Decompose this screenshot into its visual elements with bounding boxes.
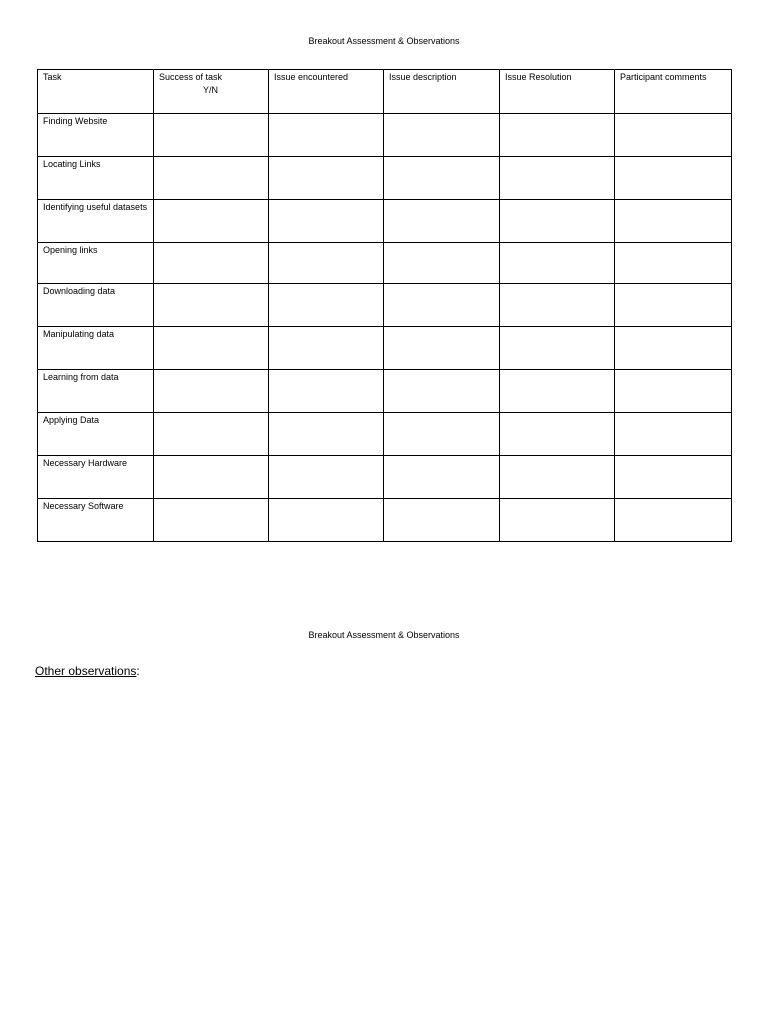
empty-entry-cell bbox=[500, 243, 615, 284]
table-row bbox=[38, 413, 732, 456]
empty-entry-cell bbox=[615, 370, 732, 413]
empty-entry-cell bbox=[384, 499, 500, 542]
task-label: Downloading data bbox=[43, 286, 116, 296]
other-observations-label: Other observations bbox=[35, 664, 137, 678]
empty-entry-cell bbox=[269, 327, 384, 370]
empty-entry-cell bbox=[384, 284, 500, 327]
empty-entry-cell bbox=[615, 114, 732, 157]
task-label: Applying Data bbox=[43, 415, 100, 425]
empty-entry-cell bbox=[384, 114, 500, 157]
empty-entry-cell bbox=[269, 114, 384, 157]
empty-entry-cell bbox=[269, 243, 384, 284]
empty-entry-cell bbox=[500, 499, 615, 542]
column-header-success bbox=[154, 70, 269, 114]
empty-entry-cell bbox=[500, 157, 615, 200]
empty-entry-cell bbox=[384, 413, 500, 456]
task-label: Opening links bbox=[43, 245, 98, 255]
task-label: Necessary Software bbox=[43, 501, 124, 511]
column-header-sublabel: Y/N bbox=[203, 85, 219, 95]
empty-entry-cell bbox=[154, 327, 269, 370]
empty-entry-cell bbox=[154, 456, 269, 499]
task-cell bbox=[38, 370, 154, 413]
empty-entry-cell bbox=[500, 370, 615, 413]
empty-entry-cell bbox=[384, 200, 500, 243]
column-header-label: Participant comments bbox=[620, 72, 707, 82]
empty-entry-cell bbox=[269, 157, 384, 200]
empty-entry-cell bbox=[269, 370, 384, 413]
task-cell bbox=[38, 327, 154, 370]
task-label: Identifying useful datasets bbox=[43, 202, 148, 212]
table-header-row bbox=[38, 70, 732, 114]
table-row bbox=[38, 157, 732, 200]
empty-entry-cell bbox=[269, 456, 384, 499]
column-header-label: Issue Resolution bbox=[505, 72, 572, 82]
empty-entry-cell bbox=[154, 243, 269, 284]
second-page-header-title: Breakout Assessment & Observations bbox=[308, 630, 460, 640]
task-cell bbox=[38, 499, 154, 542]
empty-entry-cell bbox=[500, 413, 615, 456]
empty-entry-cell bbox=[154, 200, 269, 243]
empty-entry-cell bbox=[384, 456, 500, 499]
empty-entry-cell bbox=[269, 413, 384, 456]
column-header-participant-comments bbox=[615, 70, 732, 114]
empty-entry-cell bbox=[154, 114, 269, 157]
empty-entry-cell bbox=[384, 327, 500, 370]
empty-entry-cell bbox=[154, 499, 269, 542]
task-cell bbox=[38, 456, 154, 499]
empty-entry-cell bbox=[500, 200, 615, 243]
column-header-label: Issue description bbox=[389, 72, 457, 82]
empty-entry-cell bbox=[384, 157, 500, 200]
empty-entry-cell bbox=[500, 114, 615, 157]
empty-entry-cell bbox=[615, 327, 732, 370]
table-row bbox=[38, 284, 732, 327]
page-header-title: Breakout Assessment & Observations bbox=[308, 36, 460, 46]
table-row bbox=[38, 456, 732, 499]
task-cell bbox=[38, 157, 154, 200]
task-cell bbox=[38, 413, 154, 456]
task-label: Necessary Hardware bbox=[43, 458, 128, 468]
empty-entry-cell bbox=[615, 284, 732, 327]
empty-entry-cell bbox=[154, 413, 269, 456]
column-header-label: Success of task bbox=[159, 72, 223, 82]
empty-entry-cell bbox=[615, 456, 732, 499]
empty-entry-cell bbox=[154, 284, 269, 327]
empty-entry-cell bbox=[154, 370, 269, 413]
table-row bbox=[38, 499, 732, 542]
empty-entry-cell bbox=[269, 284, 384, 327]
task-cell bbox=[38, 284, 154, 327]
table-row bbox=[38, 243, 732, 284]
task-cell bbox=[38, 114, 154, 157]
observation-table bbox=[37, 69, 732, 542]
empty-entry-cell bbox=[269, 499, 384, 542]
table-row bbox=[38, 327, 732, 370]
empty-entry-cell bbox=[615, 499, 732, 542]
other-observations-colon: : bbox=[136, 664, 140, 678]
empty-entry-cell bbox=[615, 200, 732, 243]
task-label: Learning from data bbox=[43, 372, 119, 382]
other-observations-heading bbox=[35, 664, 140, 678]
empty-entry-cell bbox=[500, 327, 615, 370]
empty-entry-cell bbox=[615, 243, 732, 284]
column-header-label: Task bbox=[43, 72, 62, 82]
empty-entry-cell bbox=[615, 413, 732, 456]
task-label: Locating Links bbox=[43, 159, 101, 169]
table-row bbox=[38, 114, 732, 157]
task-label: Manipulating data bbox=[43, 329, 115, 339]
empty-entry-cell bbox=[615, 157, 732, 200]
column-header-issue-description bbox=[384, 70, 500, 114]
task-cell bbox=[38, 200, 154, 243]
column-header-issue-resolution bbox=[500, 70, 615, 114]
empty-entry-cell bbox=[384, 370, 500, 413]
empty-entry-cell bbox=[500, 456, 615, 499]
table-row bbox=[38, 370, 732, 413]
empty-entry-cell bbox=[154, 157, 269, 200]
column-header-issue-encountered bbox=[269, 70, 384, 114]
column-header-task bbox=[38, 70, 154, 114]
table-row bbox=[38, 200, 732, 243]
empty-entry-cell bbox=[500, 284, 615, 327]
task-label: Finding Website bbox=[43, 116, 108, 126]
column-header-label: Issue encountered bbox=[274, 72, 349, 82]
task-cell bbox=[38, 243, 154, 284]
empty-entry-cell bbox=[269, 200, 384, 243]
empty-entry-cell bbox=[384, 243, 500, 284]
